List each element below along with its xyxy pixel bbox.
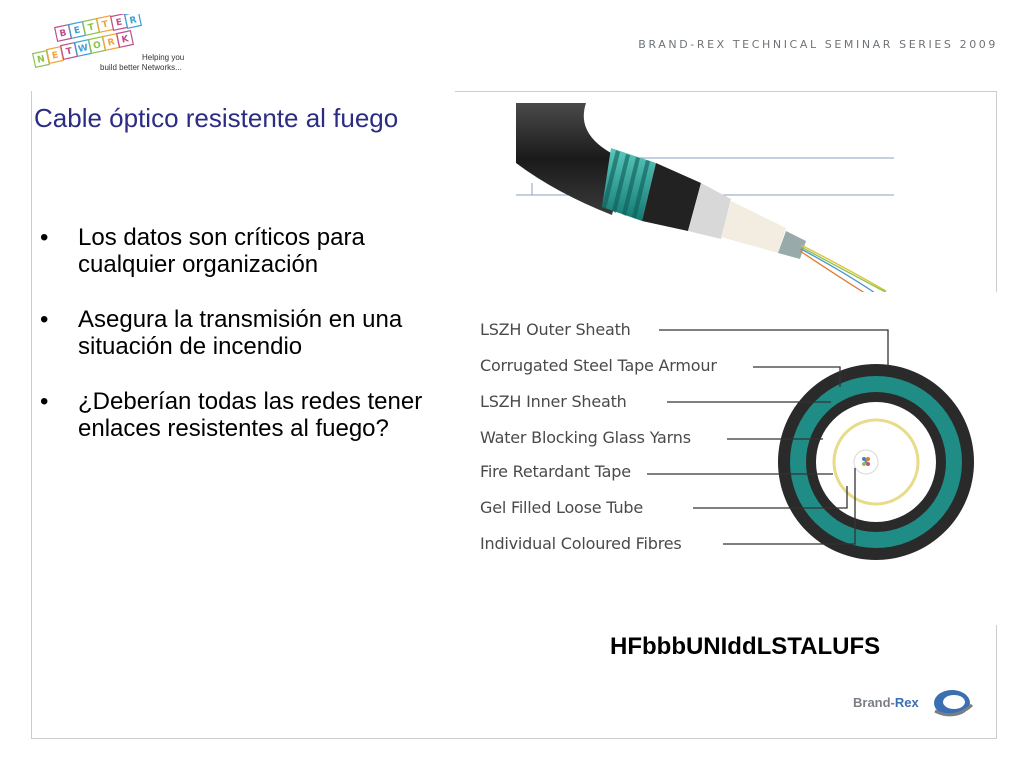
bullet-item [40, 306, 440, 360]
bullet-text: Asegura la transmisión en una situación de incendio [78, 306, 403, 360]
layer-label: Gel Filled Loose Tube [480, 498, 643, 517]
logo-letter: R [128, 15, 138, 27]
bullet-text: Los datos son críticos para cualquier organización [78, 224, 365, 278]
cable-illustration [516, 103, 896, 299]
content-frame-top-line [455, 91, 997, 92]
layer-label: Corrugated Steel Tape Armour [480, 356, 717, 375]
bullet-symbol: • [40, 224, 49, 251]
brand-part-1: Brand- [853, 695, 895, 710]
logo-letter: T [65, 46, 74, 58]
seminar-series-title: BRAND-REX TECHNICAL SEMINAR SERIES 2009 [638, 38, 998, 51]
logo-letter: T [101, 19, 110, 31]
layer-label: LSZH Inner Sheath [480, 392, 627, 411]
logo-letter: T [87, 22, 96, 34]
logo-letter: R [106, 37, 116, 49]
logo-letter: W [77, 43, 90, 55]
bullet-symbol: • [40, 306, 49, 333]
logo-tagline-1: Helping you [142, 53, 185, 62]
slide-title: Cable óptico resistente al fuego [34, 103, 399, 133]
bullet-item [40, 224, 440, 278]
logo-letter: K [120, 34, 130, 46]
logo-tagline-2: build better Networks... [100, 63, 182, 72]
layer-label: Fire Retardant Tape [480, 462, 631, 481]
bullet-symbol: • [40, 388, 49, 415]
bullet-text: ¿Deberían todas las redes tener enlaces resistentes al fuego? [78, 388, 423, 442]
better-network-logo [30, 14, 200, 78]
layer-label: Individual Coloured Fibres [480, 534, 682, 553]
layer-label: Water Blocking Glass Yarns [480, 428, 691, 447]
bullet-item [40, 388, 440, 442]
logo-letter: E [115, 17, 124, 29]
logo-letter: E [73, 25, 82, 37]
layer-label: LSZH Outer Sheath [480, 320, 631, 339]
cross-section-diagram [463, 292, 1024, 625]
brand-part-2: Rex [894, 695, 919, 710]
product-code: HFbbbUNIddLSTALUFS [610, 633, 881, 660]
brand-rex-wordmark [853, 695, 919, 710]
logo-letter: B [58, 28, 68, 40]
logo-letter: O [92, 40, 102, 52]
logo-letter: E [51, 50, 60, 62]
logo-letter: N [36, 54, 46, 66]
bullet-list [40, 224, 440, 470]
